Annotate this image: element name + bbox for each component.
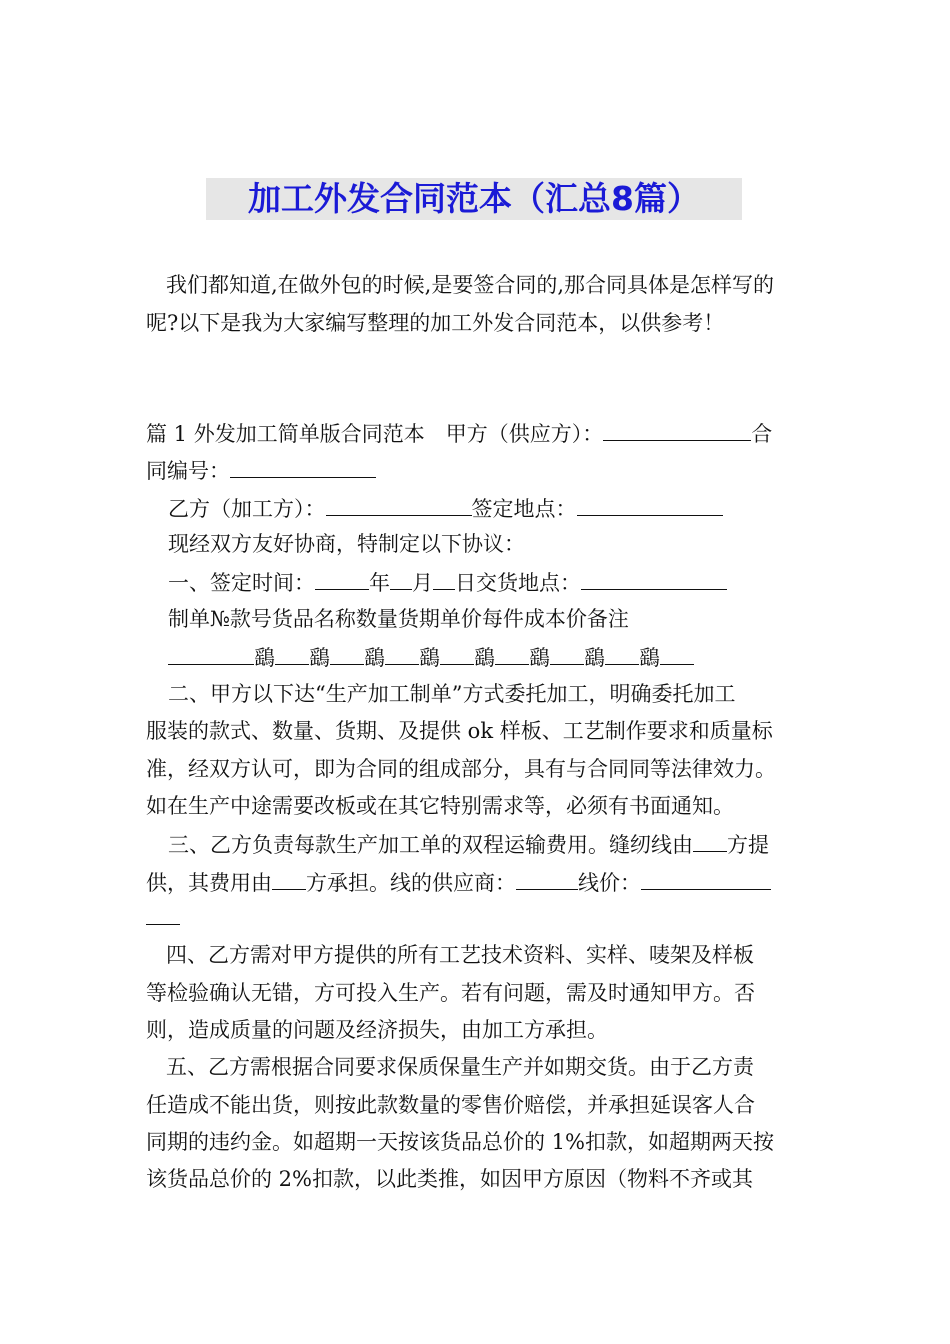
item5-line-1: 五、乙方需根据合同要求保质保量生产并如期交货。由于乙方责 <box>166 1055 754 1079</box>
item3-text-e: 线价： <box>578 871 641 895</box>
cost-party-blank <box>272 863 306 890</box>
table-sep: 鷂 <box>474 646 495 670</box>
month-label: 月 <box>412 571 433 595</box>
thread-price-blank <box>641 863 771 890</box>
table-sep: 鷂 <box>529 646 550 670</box>
year-label: 年 <box>369 571 390 595</box>
contract-no-label: 同编号： <box>146 459 230 483</box>
item3-line-2 <box>146 863 816 899</box>
item4-line-3: 则，造成质量的问题及经济损失，由加工方承担。 <box>146 1018 608 1042</box>
party-b-label: 乙方（加工方）： <box>168 497 326 521</box>
table-header: 制单№款号货品名称数量货期单价每件成本价备注 <box>168 607 629 631</box>
party-b-blank <box>326 489 472 516</box>
item2-line-4: 如在生产中途需要改板或在其它特别需求等，必须有书面通知。 <box>146 794 734 818</box>
table-sep: 鷂 <box>639 646 660 670</box>
table-blank <box>605 638 639 665</box>
intro-line-2: 呢?以下是我为大家编写整理的加工外发合同范本，以供参考！ <box>146 311 725 335</box>
agreement-line: 现经双方友好协商，特制定以下协议： <box>168 532 525 556</box>
thread-party-blank <box>693 825 727 852</box>
table-row <box>168 638 838 674</box>
item3-text-a: 三、乙方负责每款生产加工单的双程运输费用。缝纫线由 <box>168 833 693 857</box>
table-blank <box>440 638 474 665</box>
day-blank <box>433 563 455 590</box>
supplier-blank <box>516 863 578 890</box>
item2-line-2: 服装的款式、数量、货期、及提供 ok 样板、工艺制作要求和质量标 <box>146 719 773 743</box>
item5-line-4: 该货品总价的 2%扣款，以此类推，如因甲方原因（物料不齐或其 <box>146 1167 753 1191</box>
item3-text-b: 方提 <box>727 833 769 857</box>
table-sep: 鷂 <box>309 646 330 670</box>
table-blank <box>495 638 529 665</box>
item3-line-1 <box>168 825 838 861</box>
section1-heading <box>146 414 816 450</box>
table-sep: 鷂 <box>364 646 385 670</box>
table-sep: 鷂 <box>254 646 275 670</box>
delivery-place-blank <box>581 563 727 590</box>
party-b-line <box>168 489 838 525</box>
year-blank <box>315 563 369 590</box>
table-blank <box>550 638 584 665</box>
item5-line-2: 任造成不能出货，则按此款数量的零售价赔偿，并承担延误客人合 <box>146 1093 755 1117</box>
table-blank <box>275 638 309 665</box>
month-blank <box>390 563 412 590</box>
item3-text-d: 方承担。线的供应商： <box>306 871 516 895</box>
intro-line-1: 我们都知道,在做外包的时候,是要签合同的,那合同具体是怎样写的 <box>166 273 775 297</box>
sign-place-label: 签定地点： <box>471 497 577 521</box>
item3-text-c: 供，其费用由 <box>146 871 272 895</box>
day-label: 日交货地点： <box>455 571 581 595</box>
table-blank <box>385 638 419 665</box>
item2-line-3: 准，经双方认可，即为合同的组成部分，具有与合同同等法律效力。 <box>146 757 776 781</box>
item4-line-2: 等检验确认无错，方可投入生产。若有问题，需及时通知甲方。否 <box>146 981 755 1005</box>
table-blank <box>660 638 694 665</box>
title-highlight <box>206 178 742 220</box>
contract-no-blank <box>230 451 376 478</box>
table-sep: 鷂 <box>584 646 605 670</box>
item4-line-1: 四、乙方需对甲方提供的所有工艺技术资料、实样、唛架及样板 <box>166 943 754 967</box>
contract-no-line <box>146 451 816 487</box>
thread-price-blank-cont <box>146 898 180 925</box>
table-blank <box>330 638 364 665</box>
item3-line-3 <box>146 898 816 934</box>
section1-heading-text: 篇 1 外发加工简单版合同范本 甲方（供应方）： <box>146 422 604 446</box>
party-a-blank <box>603 414 751 441</box>
item2-line-1: 二、甲方以下达“生产加工制单”方式委托加工，明确委托加工 <box>168 682 736 706</box>
item1-line <box>168 563 838 599</box>
table-sep: 鷂 <box>419 646 440 670</box>
section1-heading-tail: 合 <box>751 422 773 446</box>
item5-line-3: 同期的违约金。如超期一天按该货品总价的 1%扣款，如超期两天按 <box>146 1130 774 1154</box>
sign-place-blank <box>577 489 723 516</box>
table-blank <box>168 638 254 665</box>
item1-label: 一、签定时间： <box>168 571 315 595</box>
page-title: 加工外发合同范本（汇总8篇） <box>248 179 700 218</box>
